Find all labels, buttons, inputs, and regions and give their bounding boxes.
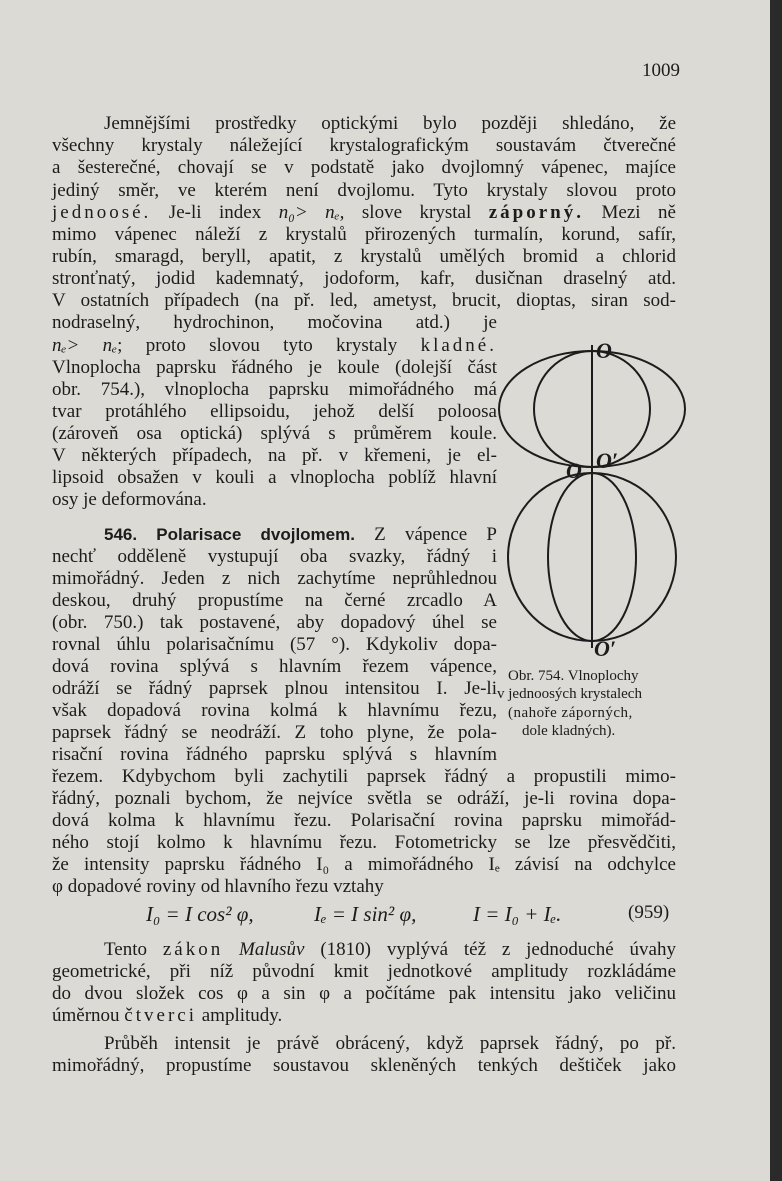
text-line: mimořádný. Jeden z nich zachytíme neprůhlednou (52, 568, 497, 589)
formula-part-1: I₀ = I cos² φ, (146, 902, 254, 926)
figure-label-mid-right: O′ (596, 448, 619, 473)
text-line: geometrické, při níž původní kmit jednotkové amplitudy rozkládáme (52, 961, 676, 982)
text-line: řádný, poznali bychom, že nejvíce světla se odráží, je-li rovina dopa- (52, 788, 676, 809)
text-line: všechny krystaly náležející krystalografickým soustavám čtverečné (52, 135, 676, 156)
figure-caption-line: dole kladných). (522, 723, 616, 739)
text-line: tvar protáhlého ellipsoidu, jehož delší poloosa (52, 401, 497, 422)
text-line: Tento zákon Malusův (1810) vyplývá též z jednoduché úvahy (104, 939, 676, 960)
text-line: V ostatních případech (na př. led, ametyst, brucit, dioptas, siran sod- (52, 290, 676, 311)
equation-number: (959) (628, 902, 670, 923)
text-line: stronťnatý, jodid kademnatý, jodoform, kafr, dusičnan draselný atd. (52, 268, 676, 289)
section-title: 546. Polarisace dvojlomem. (104, 525, 355, 544)
text-line: mimořádný, propustíme soustavou skleněných tenkých deštiček jako (52, 1055, 676, 1076)
section-heading-line: 546. Polarisace dvojlomem. Z vápence P (104, 524, 497, 545)
text-line: Vlnoplocha paprsku řádného je koule (dolejší část (52, 357, 497, 378)
text-line: ného stojí kolmo k hlavnímu řezu. Fotometricky se lze přesvědčiti, (52, 832, 676, 853)
text-line: dová rovina splývá s hlavním řezem vápence, (52, 656, 497, 677)
text-line: jediný směr, ve kterém není dvojlomu. Tyto krystaly slovou proto (52, 180, 676, 201)
text-line: nechť odděleně vystupují oba svazky, řádný i (52, 546, 497, 567)
text-line: (obr. 750.) tak postavené, aby dopadový úhel se (52, 612, 497, 633)
text-line: mimo vápenec náleží z krystalů přirozených turmalín, korund, safír, (52, 224, 676, 245)
text-line: odráží se řádný paprsek plnou intensitou I. Je-li (52, 678, 497, 699)
text-line: nodraselný, hydrochinon, močovina atd.) je (52, 312, 497, 333)
formula-part-3: I = I₀ + Iₑ. (473, 902, 562, 926)
text-line: že intensity paprsku řádného I₀ a mimořádného Iₑ závisí na odchylce (52, 854, 676, 875)
text-line: do dvou složek cos φ a sin φ a počítáme pak intensitu jako veličinu (52, 983, 676, 1004)
text-line: lipsoid obsažen v kouli a vlnoplocha poblíž hlavní (52, 467, 497, 488)
figure-label-mid-left: O (566, 458, 582, 483)
text-line: úměrnou čtverci amplitudy. (52, 1005, 283, 1026)
text-line: Průběh intensit je právě obrácený, když paprsek řádný, po př. (104, 1033, 676, 1054)
text-line: rubín, smaragd, beryll, apatit, z krystalů umělých bromid a chlorid (52, 246, 676, 267)
formula-part-2: Iₑ = I sin² φ, (314, 902, 417, 926)
text-line: φ dopadové roviny od hlavního řezu vztahy (52, 876, 384, 897)
text-line: obr. 754.), vlnoplocha paprsku mimořádného má (52, 379, 497, 400)
figure-caption-line: Obr. 754. Vlnoplochy (508, 668, 639, 684)
figure-label-top: O (596, 338, 612, 363)
text-line: a šesterečné, chovají se v podstatě jako dvojlomný vápenec, majíce (52, 157, 676, 178)
figure-caption-line: (nahoře záporných, (508, 705, 633, 721)
figure-caption-line: v jednoosých krystalech (497, 686, 642, 702)
text-line: V některých případech, na př. v křemeni, je el- (52, 445, 497, 466)
text-line: (zároveň osa optická) splývá s průměrem koule. (52, 423, 497, 444)
text-line: rovnal úhlu polarisačnímu (57 °). Kdykoliv dopa- (52, 634, 497, 655)
text-line: paprsek řádný se neodráží. Z toho plyne, že pola- (52, 722, 497, 743)
text-line: Jemnějšími prostředky optickými bylo později shledáno, že (104, 113, 676, 134)
text-line: risační rovina řádného paprsku splývá s hlavním (52, 744, 497, 765)
text-line: osy je deformována. (52, 489, 207, 510)
text-line: řezem. Kdybychom byli zachytili paprsek řádný a propustili mimo- (52, 766, 676, 787)
text-line: dová kolma k hlavnímu řezu. Polarisační rovina paprsku mimořád- (52, 810, 676, 831)
text-line: deskou, druhý propustíme na černé zrcadlo A (52, 590, 497, 611)
figure-label-bottom: O′ (594, 636, 617, 661)
text-line: nₑ> nₑ; proto slovou tyto krystaly kladné. (52, 335, 497, 356)
text-line: jednoosé. Je-li index n₀> nₑ, slove krystal záporný. Mezi ně (52, 202, 676, 223)
page-number: 1009 (642, 60, 680, 81)
text-line: však dopadová rovina kolmá k hlavnímu řezu, (52, 700, 497, 721)
